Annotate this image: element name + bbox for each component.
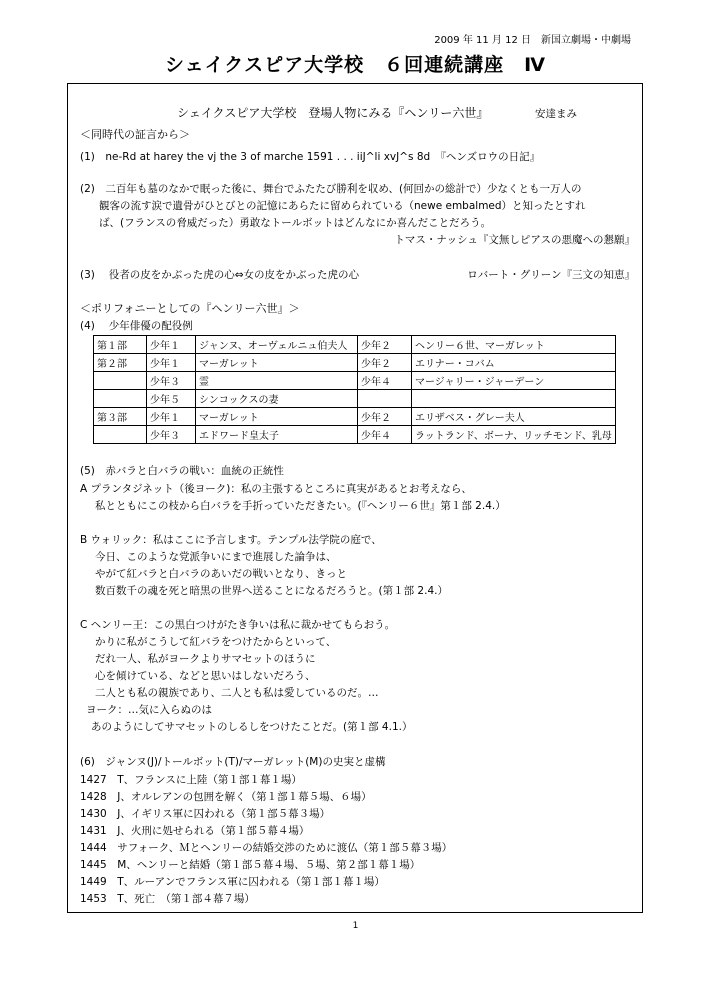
item-2-source: トマス・ナッシュ『文無しピアスの悪魔への懇願』 — [394, 234, 635, 246]
quote-b-line-1: B ウォリック：私はここに予言します。テンプル法学院の庭で、 — [80, 534, 382, 546]
quote-c-line-5: 二人とも私の親族であり、二人とも私は愛しているのだ。… — [95, 687, 379, 699]
table-cell: 第１部 — [94, 336, 147, 354]
table-cell: エドワード皇太子 — [196, 426, 358, 444]
quote-b-line-2: 今日、このような党派争いにまで進展した論争は、 — [95, 551, 337, 563]
table-cell: 少年４ — [358, 372, 412, 390]
item-2-line-1: (2) 二百年も墓のなかで眠った後に、舞台でふたたび勝利を収め、(何回かの総計で）少なくとも一万人の — [80, 183, 582, 195]
table-cell: 少年３ — [147, 372, 196, 390]
quote-c-line-3: だれ一人、私がヨークよりサマセットのほうに — [95, 653, 316, 665]
table-cell: ラットランド、ボーナ、リッチモンド、乳母 — [412, 426, 616, 444]
table-cell: エリナー・コバム — [412, 354, 616, 372]
table-cell: 霊 — [196, 372, 358, 390]
timeline-entry: 1453 T、死亡 （第１部４幕７場） — [80, 893, 255, 905]
timeline-entry: 1444 サフォーク、Ｍとヘンリーの結婚交渉のために渡仏（第１部５幕３場） — [80, 842, 453, 854]
timeline-entry: 1430 J、イギリス軍に囚われる（第１部５幕３場） — [80, 808, 331, 820]
table-row — [94, 336, 616, 354]
table-cell: 少年１ — [147, 408, 196, 426]
table-cell: ヘンリー６世、マーガレット — [412, 336, 616, 354]
item-5: (5) 赤バラと白バラの戦い：血統の正統性 — [80, 465, 284, 477]
table-row — [94, 354, 616, 372]
timeline-entry: 1428 J、オルレアンの包囲を解く（第１部１幕５場、６場） — [80, 791, 372, 803]
table-cell — [94, 372, 147, 390]
table-cell: シンコックスの妻 — [196, 390, 358, 408]
table-cell: 第２部 — [94, 354, 147, 372]
quote-c-line-1: C ヘンリー王：この黒白つけがたき争いは私に裁かせてもらおう。 — [80, 619, 396, 631]
author-name: 安達まみ — [535, 108, 577, 120]
table-row — [94, 426, 616, 444]
item-3-source: ロバート・グリーン『三文の知恵』 — [467, 269, 635, 281]
section-heading-polyphony: ＜ポリフォニーとしての『ヘンリー六世』＞ — [80, 302, 300, 315]
table-cell: マーガレット — [196, 408, 358, 426]
item-3: (3) 役者の皮をかぶった虎の心⇔女の皮をかぶった虎の心 — [80, 269, 360, 281]
quote-c-line-4: 心を傾けている、などと思いはしないだろう、 — [95, 670, 316, 682]
item-4: (4) 少年俳優の配役例 — [80, 320, 193, 332]
quote-c-line-7: あのようにしてサマセットのしるしをつけたことだ。(第１部 4.1.） — [91, 721, 413, 733]
table-cell: ジャンヌ、オーヴェルニュ伯夫人 — [196, 336, 358, 354]
item-2-line-2: 観客の流す涙で遺骨がひとびとの記憶にあらたに留められている（newe embalmed）と知ったとすれ — [99, 200, 586, 212]
quote-c-line-2: かりに私がこうして紅バラをつけたからといって、 — [95, 636, 337, 648]
item-1: (1) ne-Rd at harey the vj the 3 of marche 1591 . . . iiJ^li xvJ^s 8d 『ヘンズロウの日記』 — [80, 151, 541, 163]
header-date: 2009 年 11 月 12 日 新国立劇場・中劇場 — [434, 35, 631, 46]
casting-table — [93, 335, 616, 444]
table-cell: 少年２ — [358, 408, 412, 426]
quote-b-line-3: やがて紅バラと白バラのあいだの戦いとなり、きっと — [95, 568, 347, 580]
section-heading-contemporary: ＜同時代の証言から＞ — [80, 128, 190, 141]
table-cell: 少年１ — [147, 354, 196, 372]
table-cell: 第３部 — [94, 408, 147, 426]
table-cell: マージャリー・ジャーデーン — [412, 372, 616, 390]
table-row — [94, 390, 616, 408]
quote-c-line-6: ヨーク：…気に入らぬのは — [86, 704, 212, 716]
timeline-entry: 1445 M、ヘンリーと結婚（第１部５幕４場、５場、第２部１幕１場） — [80, 859, 421, 871]
table-cell: 少年２ — [358, 336, 412, 354]
timeline-entry: 1431 J、火刑に処せられる（第１部５幕４場） — [80, 825, 310, 837]
table-cell — [358, 390, 412, 408]
table-row — [94, 372, 616, 390]
table-cell — [412, 390, 616, 408]
quote-a-line-2: 私とともにこの枝から白バラを手折っていただきたい。(『ヘンリー６世』第１部 2.4.） — [95, 500, 506, 512]
timeline-entry: 1449 T、ルーアンでフランス軍に囚われる（第１部１幕１場） — [80, 876, 385, 888]
main-title: シェイクスピア大学校 ６回連続講座 Ⅳ — [165, 54, 546, 76]
table-row — [94, 408, 616, 426]
table-cell: 少年１ — [147, 336, 196, 354]
item-6: (6) ジャンヌ(J)/トールボット(T)/マーガレット(M)の史実と虚構 — [80, 756, 386, 768]
quote-a-line-1: A プランタジネット（後ヨーク)：私の主張するところに真実があるとお考えなら、 — [80, 483, 472, 495]
timeline-entry: 1427 T、フランスに上陸（第１部１幕１場） — [80, 774, 302, 786]
table-cell: 少年５ — [147, 390, 196, 408]
table-cell: 少年３ — [147, 426, 196, 444]
quote-b-line-4: 数百数千の魂を死と暗黒の世界へ送ることになるだろうと。(第１部 2.4.） — [95, 585, 448, 597]
table-cell: マーガレット — [196, 354, 358, 372]
lecture-subtitle: シェイクスピア大学校 登場人物にみる『ヘンリー六世』 — [177, 106, 489, 120]
table-cell: エリザベス・グレー夫人 — [412, 408, 616, 426]
item-2-line-3: ば、(フランスの脅威だった）勇敢なトールボットはどんなにか喜んだことだろう。 — [99, 217, 492, 229]
table-cell: 少年４ — [358, 426, 412, 444]
page-number: 1 — [352, 921, 359, 931]
table-cell: 少年２ — [358, 354, 412, 372]
table-cell — [94, 426, 147, 444]
table-cell — [94, 390, 147, 408]
